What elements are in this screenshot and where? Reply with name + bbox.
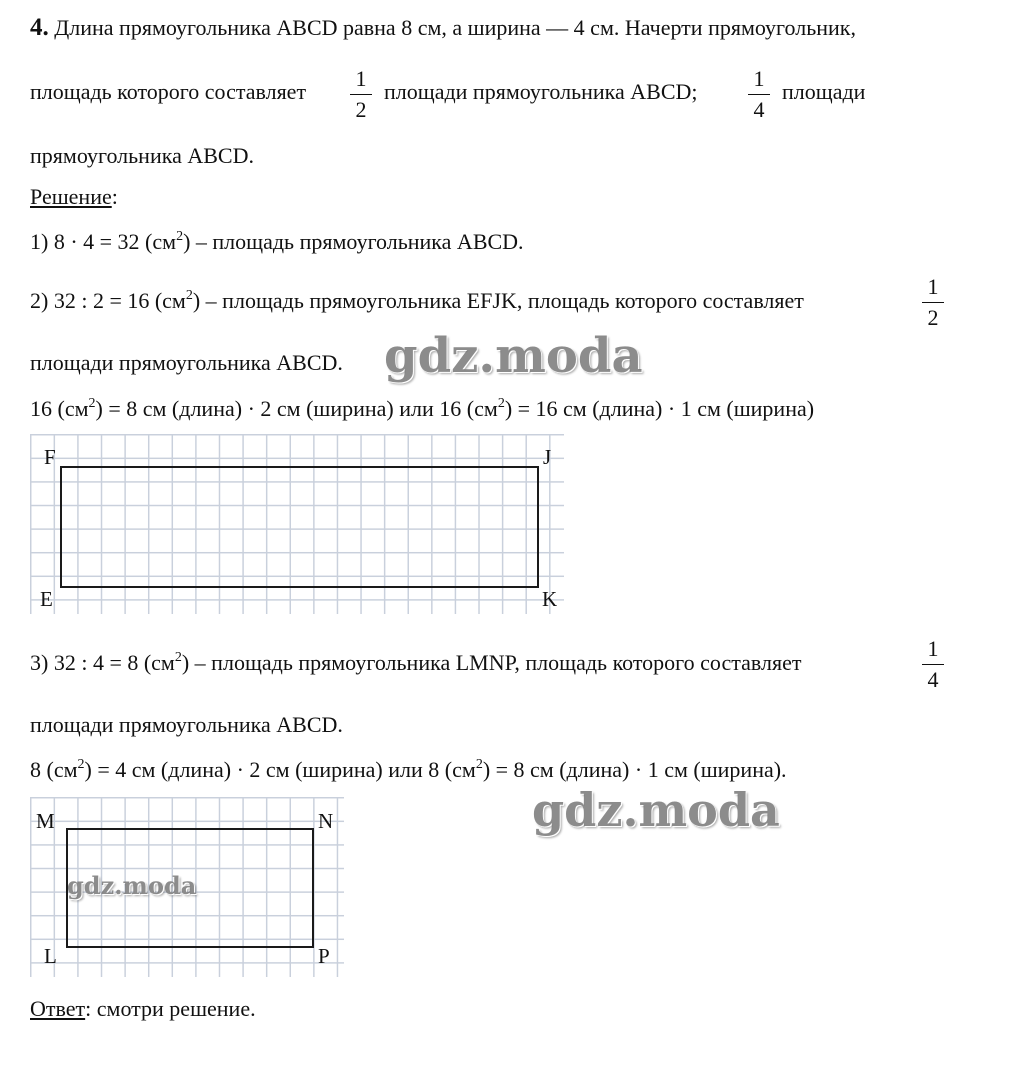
- fraction-denominator: 4: [927, 667, 939, 692]
- task-line-2c: площади: [782, 79, 866, 104]
- vertex-label-l: L: [44, 944, 57, 968]
- fraction-quarter-step3: [922, 638, 944, 691]
- fraction-numerator: 1: [927, 274, 939, 299]
- vertex-label-e: E: [40, 587, 53, 611]
- step-3: 3) 32 : 4 = 8 $(см^2)$ – площадь прямоугольника LMNP, площадь которого составляет: [30, 650, 802, 675]
- step-2-line-2: площади прямоугольника ABCD.: [30, 350, 343, 375]
- watermark-figure: gdz.moda: [67, 871, 197, 900]
- vertex-label-k: K: [542, 587, 558, 611]
- vertex-label-m: M: [36, 809, 55, 833]
- solution-heading: Решение:: [30, 184, 118, 209]
- answer-text: : смотри решение.: [85, 996, 256, 1021]
- answer-label: Ответ: [30, 996, 86, 1021]
- fraction-denominator: 4: [753, 97, 765, 122]
- step-3-equation: 8 $(см^2) = 4$ см (длина) · 2 см (ширина) или 8 $(см^2) = 8$ см (длина) · 1 см (ширина).: [30, 757, 787, 782]
- answer-line: [30, 997, 256, 1021]
- fraction-denominator: 2: [927, 305, 939, 330]
- fraction-quarter: [748, 68, 770, 121]
- step-2-equation: 16 $(см^2) = 8$ см (длина) · 2 см (ширина) или 16 $(см^2) = 16$ см (длина) · 1 см (ширина): [30, 396, 815, 421]
- fraction-numerator: 1: [927, 636, 939, 661]
- watermark-right: gdz.moda: [532, 783, 780, 837]
- fraction-denominator: 2: [355, 97, 367, 122]
- vertex-label-j: J: [543, 445, 552, 469]
- task-line-2a: площадь которого составляет: [30, 79, 307, 104]
- step-1: 1) 8 · 4 = 32 $(см^2)$ – площадь прямоугольника ABCD.: [30, 229, 524, 254]
- fraction-numerator: 1: [355, 66, 367, 91]
- task-line-2b: площади прямоугольника ABCD;: [384, 79, 698, 104]
- vertex-label-n: N: [318, 809, 334, 833]
- task-text-1: Длина прямоугольника ABCD равна 8 см, а ширина — 4 см. Начерти прямоугольник,: [54, 15, 856, 40]
- rectangle-efjk: [60, 466, 539, 588]
- fraction-half: [350, 68, 372, 121]
- vertex-label-p: P: [318, 944, 330, 968]
- vertex-label-f: F: [44, 445, 56, 469]
- solution-label: Решение: [30, 184, 112, 209]
- fraction-bar: [350, 94, 372, 95]
- fraction-half-step2: [922, 276, 944, 329]
- watermark-top: gdz.moda: [384, 328, 643, 384]
- task-number: 4.: [30, 14, 49, 41]
- fraction-numerator: 1: [753, 66, 765, 91]
- step-3-line-2: площади прямоугольника ABCD.: [30, 712, 343, 737]
- task-line-1: [30, 14, 856, 42]
- fraction-bar: [922, 664, 944, 665]
- fraction-bar: [748, 94, 770, 95]
- step-2: 2) 32 : 2 = 16 $(см^2)$ – площадь прямоугольника EFJK, площадь которого составляет: [30, 288, 804, 313]
- task-line-3: прямоугольника ABCD.: [30, 143, 254, 168]
- fraction-bar: [922, 302, 944, 303]
